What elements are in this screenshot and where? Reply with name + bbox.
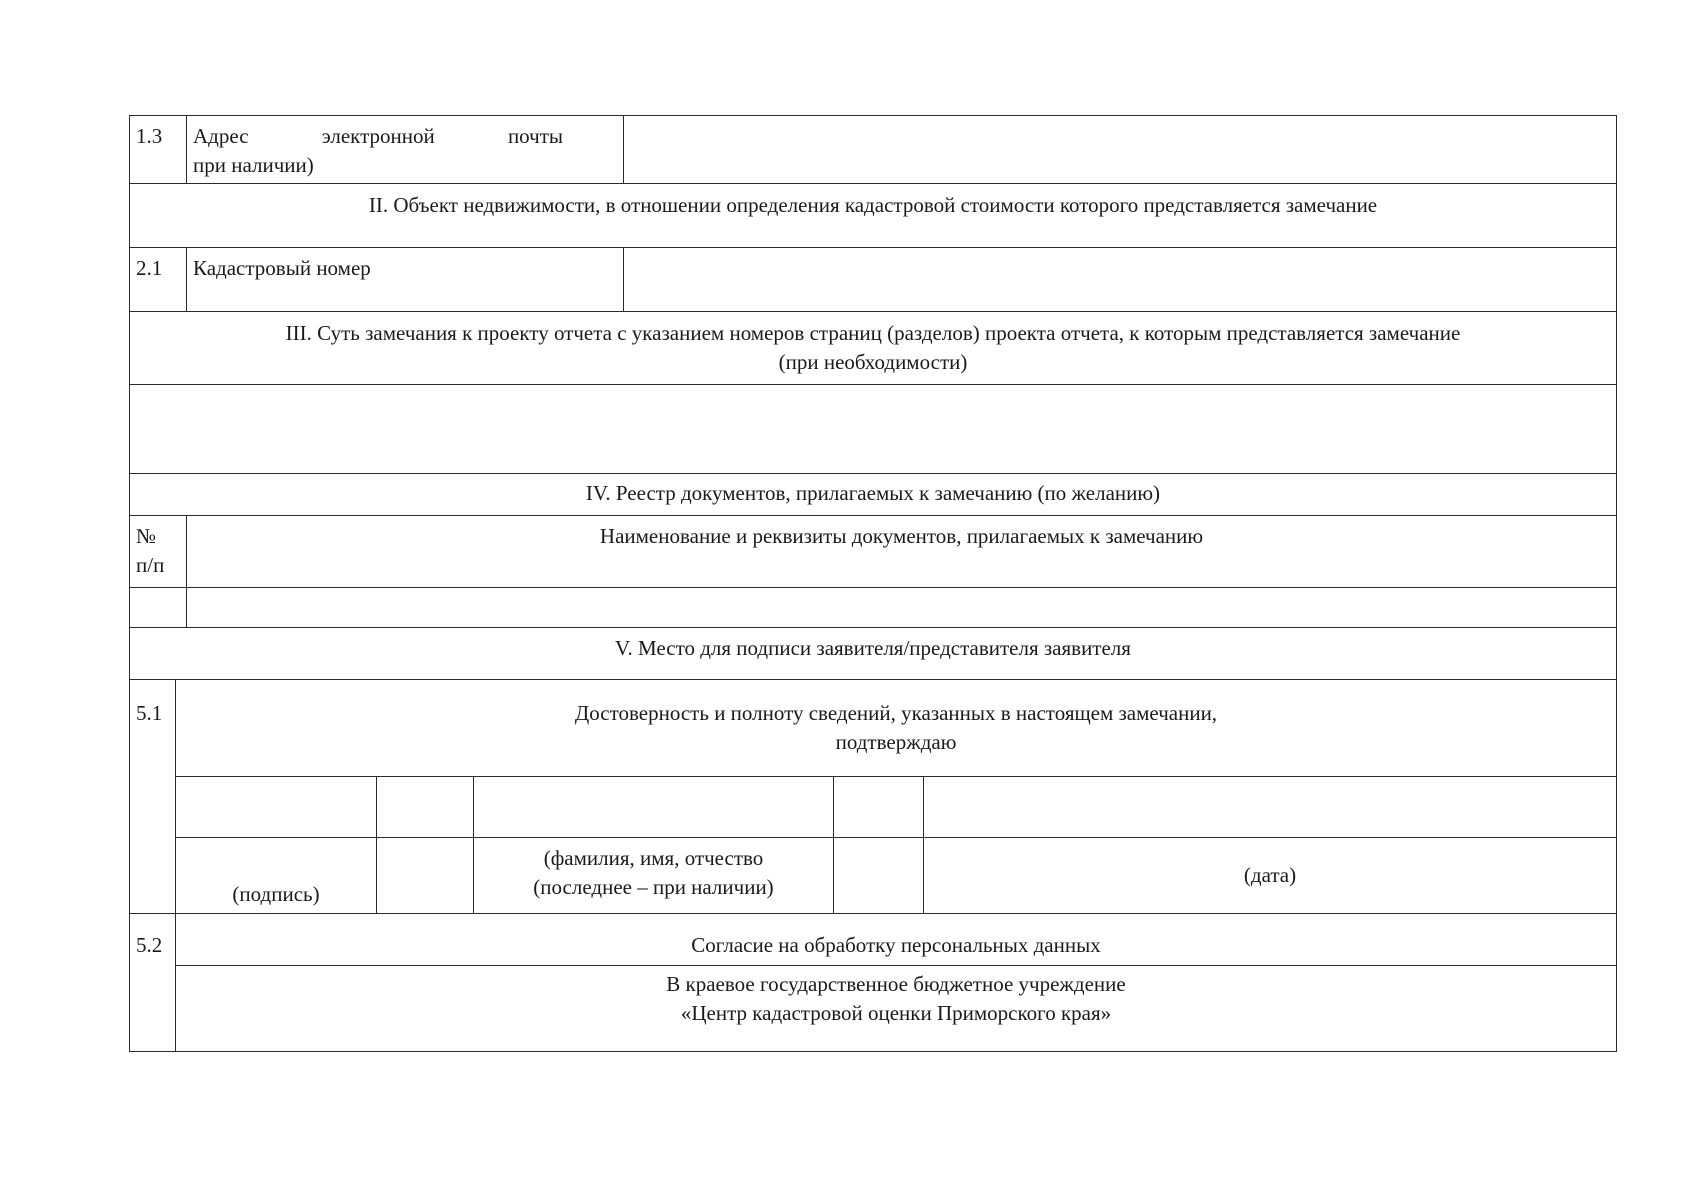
section-3-title-line2: (при необходимости) <box>778 350 968 374</box>
doc-number-header <box>129 515 187 588</box>
section-5-title-text: V. Место для подписи заявителя/представителя заявителя <box>615 636 1131 660</box>
consent-title <box>175 913 1617 966</box>
confirmation-line1: Достоверность и полноту сведений, указанных в настоящем замечании, <box>574 701 1218 725</box>
cadastral-number-label: Кадастровый номер <box>186 247 624 312</box>
row-number-5-2: 5.2 <box>129 913 176 1052</box>
confirmation-statement <box>175 679 1617 777</box>
recipient-line2: «Центр кадастровой оценки Приморского края» <box>680 1001 1112 1025</box>
email-label-line2: при наличии) <box>193 153 314 177</box>
spacer-cell-2 <box>833 776 924 838</box>
full-name-caption <box>473 837 834 914</box>
section-3-title-line1: III. Суть замечания к проекту отчета с указанием номеров страниц (разделов) проекта отчета, к которым представляется замечание <box>285 321 1461 345</box>
section-5-title <box>129 627 1617 680</box>
spacer-cell-1 <box>376 776 474 838</box>
consent-title-text: Согласие на обработку персональных данных <box>691 933 1101 957</box>
signature-caption <box>175 837 377 914</box>
doc-number-cell[interactable] <box>129 587 187 628</box>
application-form-table <box>129 115 1617 1052</box>
doc-name-cell[interactable] <box>186 587 1617 628</box>
email-label <box>186 115 624 184</box>
signature-caption-text: (подпись) <box>232 882 320 906</box>
recipient-line1: В краевое государственное бюджетное учреждение <box>666 972 1126 996</box>
remark-essence-field[interactable] <box>129 384 1617 474</box>
spacer-cell-4 <box>833 837 924 914</box>
full-name-caption-line1: (фамилия, имя, отчество <box>543 846 764 870</box>
email-label-word-3: почты <box>507 124 563 148</box>
doc-number-header-line2: п/п <box>136 553 165 577</box>
row-number-5-1: 5.1 <box>129 679 176 914</box>
doc-number-header-line1: № <box>136 524 157 548</box>
cadastral-number-field[interactable] <box>623 247 1617 312</box>
row-number-1-3: 1.3 <box>129 115 187 184</box>
section-3-title <box>129 311 1617 385</box>
date-caption-text: (дата) <box>1243 863 1297 887</box>
section-4-title <box>129 473 1617 516</box>
email-value-field[interactable] <box>623 115 1617 184</box>
doc-name-header-text: Наименование и реквизиты документов, прилагаемых к замечанию <box>599 524 1204 548</box>
spacer-cell-3 <box>376 837 474 914</box>
confirmation-line2: подтверждаю <box>835 730 957 754</box>
section-4-title-text: IV. Реестр документов, прилагаемых к замечанию (по желанию) <box>585 481 1161 505</box>
email-label-line1 <box>193 122 563 151</box>
date-field[interactable] <box>923 776 1617 838</box>
email-label-word-1: Адрес <box>193 124 249 148</box>
email-label-word-2: электронной <box>321 124 435 148</box>
section-2-title-text: II. Объект недвижимости, в отношении определения кадастровой стоимости которого представляется замечание <box>368 193 1378 217</box>
row-number-2-1: 2.1 <box>129 247 187 312</box>
consent-recipient <box>175 965 1617 1052</box>
date-caption <box>923 837 1617 914</box>
signature-field[interactable] <box>175 776 377 838</box>
full-name-field[interactable] <box>473 776 834 838</box>
section-2-title <box>129 183 1617 248</box>
full-name-caption-line2: (последнее – при наличии) <box>533 875 774 899</box>
doc-name-header <box>186 515 1617 588</box>
